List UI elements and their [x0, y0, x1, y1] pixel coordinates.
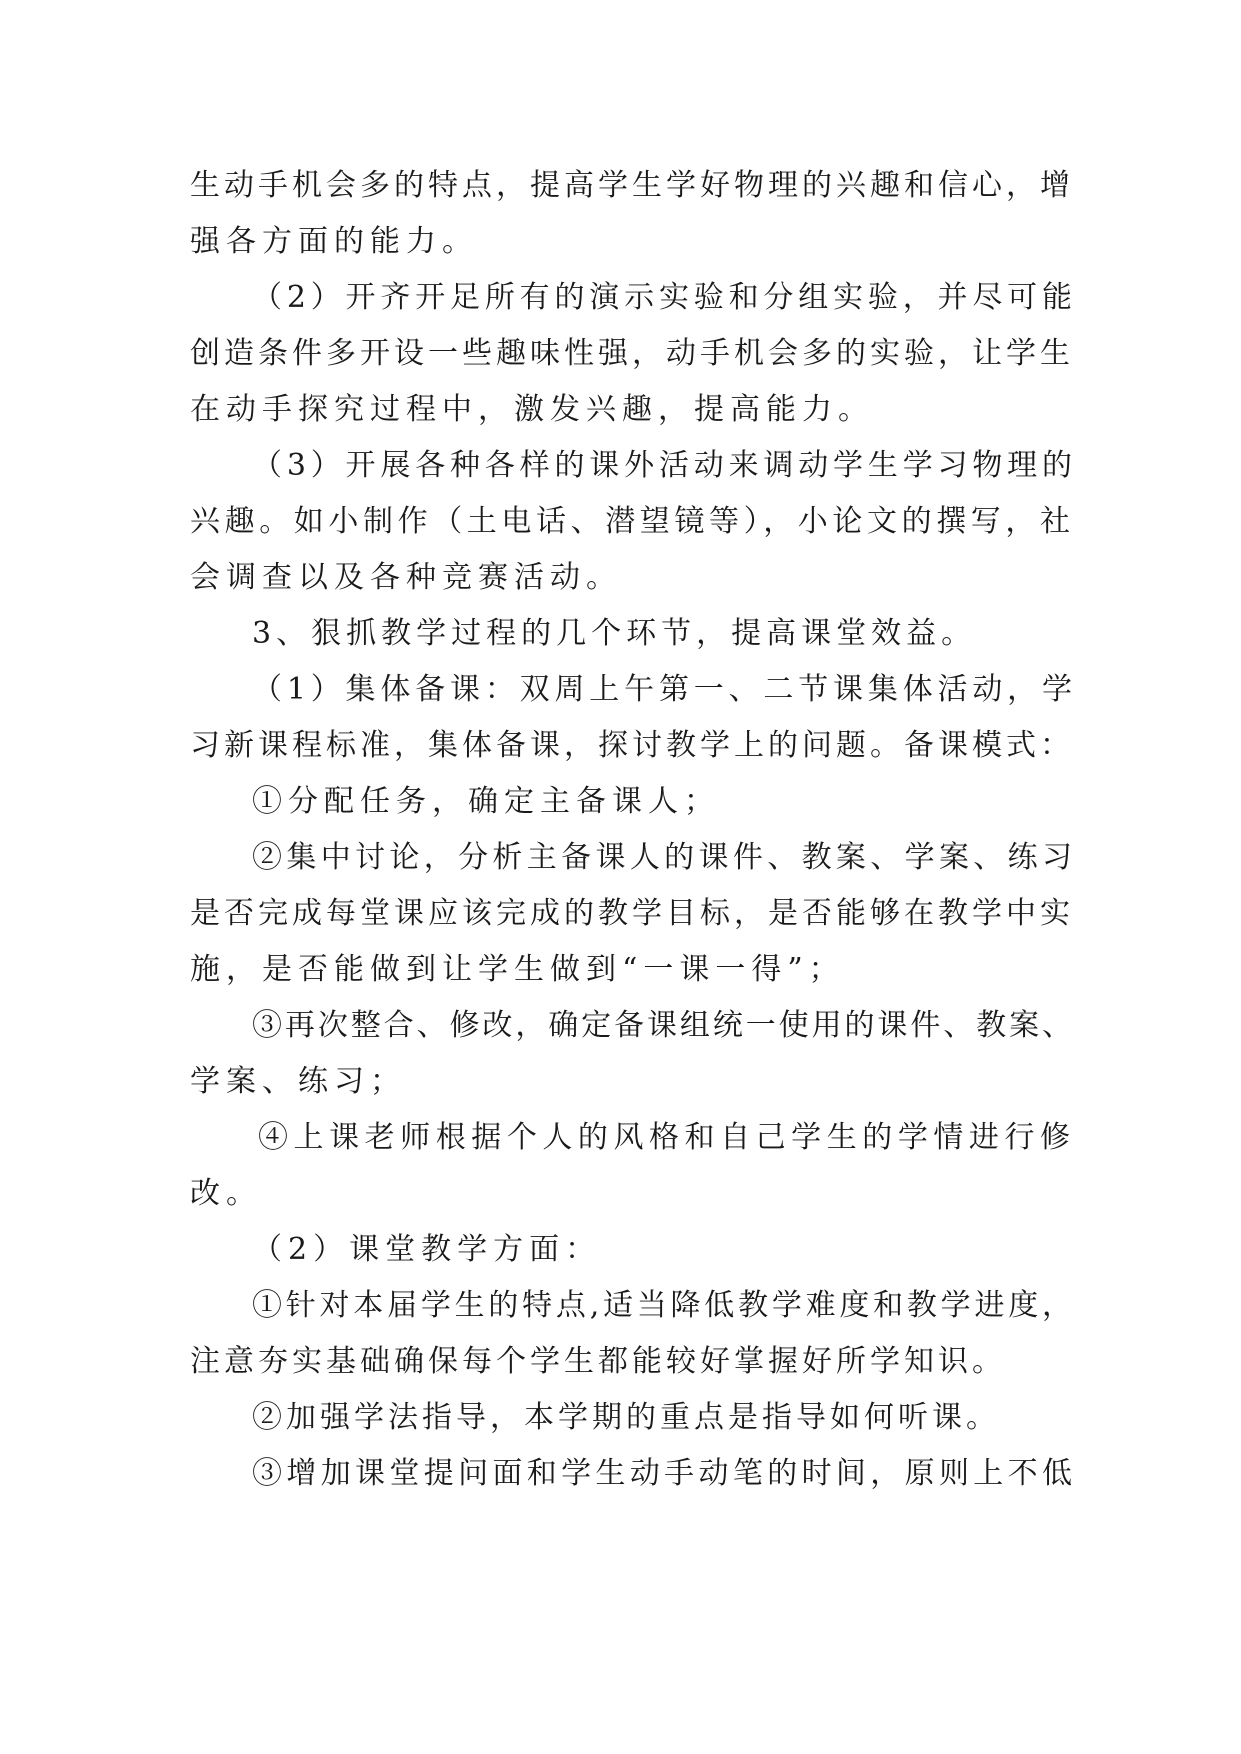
paragraph-line: （1）集体备课：双周上午第一、二节课集体活动，学	[252, 672, 1072, 707]
paragraph-line: 注意夯实基础确保每个学生都能较好掌握好所学知识。	[190, 1344, 1006, 1379]
paragraph-line: 会调查以及各种竞赛活动。	[190, 560, 622, 595]
paragraph-line: 兴趣。如小制作（土电话、潜望镜等），小论文的撰写，社	[190, 504, 1070, 539]
paragraph-line: 习新课程标准，集体备课，探讨教学上的问题。备课模式：	[190, 728, 1070, 763]
paragraph-line: ②加强学法指导，本学期的重点是指导如何听课。	[252, 1400, 1000, 1435]
paragraph-line: 改。	[190, 1176, 262, 1211]
paragraph-line: ④上课老师根据个人的风格和自己学生的学情进行修	[258, 1120, 1070, 1155]
paragraph-line: ③再次整合、修改，确定备课组统一使用的课件、教案、	[252, 1008, 1072, 1043]
paragraph-line: 强各方面的能力。	[190, 224, 478, 259]
paragraph-line: ②集中讨论，分析主备课人的课件、教案、学案、练习	[252, 840, 1072, 875]
paragraph-line: （2）开齐开足所有的演示实验和分组实验，并尽可能	[252, 280, 1072, 315]
paragraph-line: 创造条件多开设一些趣味性强，动手机会多的实验，让学生	[190, 336, 1070, 371]
paragraph-line: 在动手探究过程中，激发兴趣，提高能力。	[190, 392, 874, 427]
paragraph-line: 施，是否能做到让学生做到“一课一得”；	[190, 952, 845, 987]
paragraph-line: 生动手机会多的特点，提高学生学好物理的兴趣和信心，增	[190, 168, 1070, 203]
paragraph-line: （2）课堂教学方面：	[252, 1232, 602, 1267]
paragraph-line: ①针对本届学生的特点,适当降低教学难度和教学进度，	[252, 1288, 1072, 1323]
paragraph-line: 学案、练习；	[190, 1064, 406, 1099]
paragraph-line: （3）开展各种各样的课外活动来调动学生学习物理的	[252, 448, 1072, 483]
paragraph-line: ①分配任务，确定主备课人；	[252, 784, 720, 819]
paragraph-line: 3、狠抓教学过程的几个环节，提高课堂效益。	[252, 616, 977, 651]
paragraph-line: ③增加课堂提问面和学生动手动笔的时间，原则上不低	[252, 1456, 1072, 1491]
paragraph-line: 是否完成每堂课应该完成的教学目标，是否能够在教学中实	[190, 896, 1070, 931]
